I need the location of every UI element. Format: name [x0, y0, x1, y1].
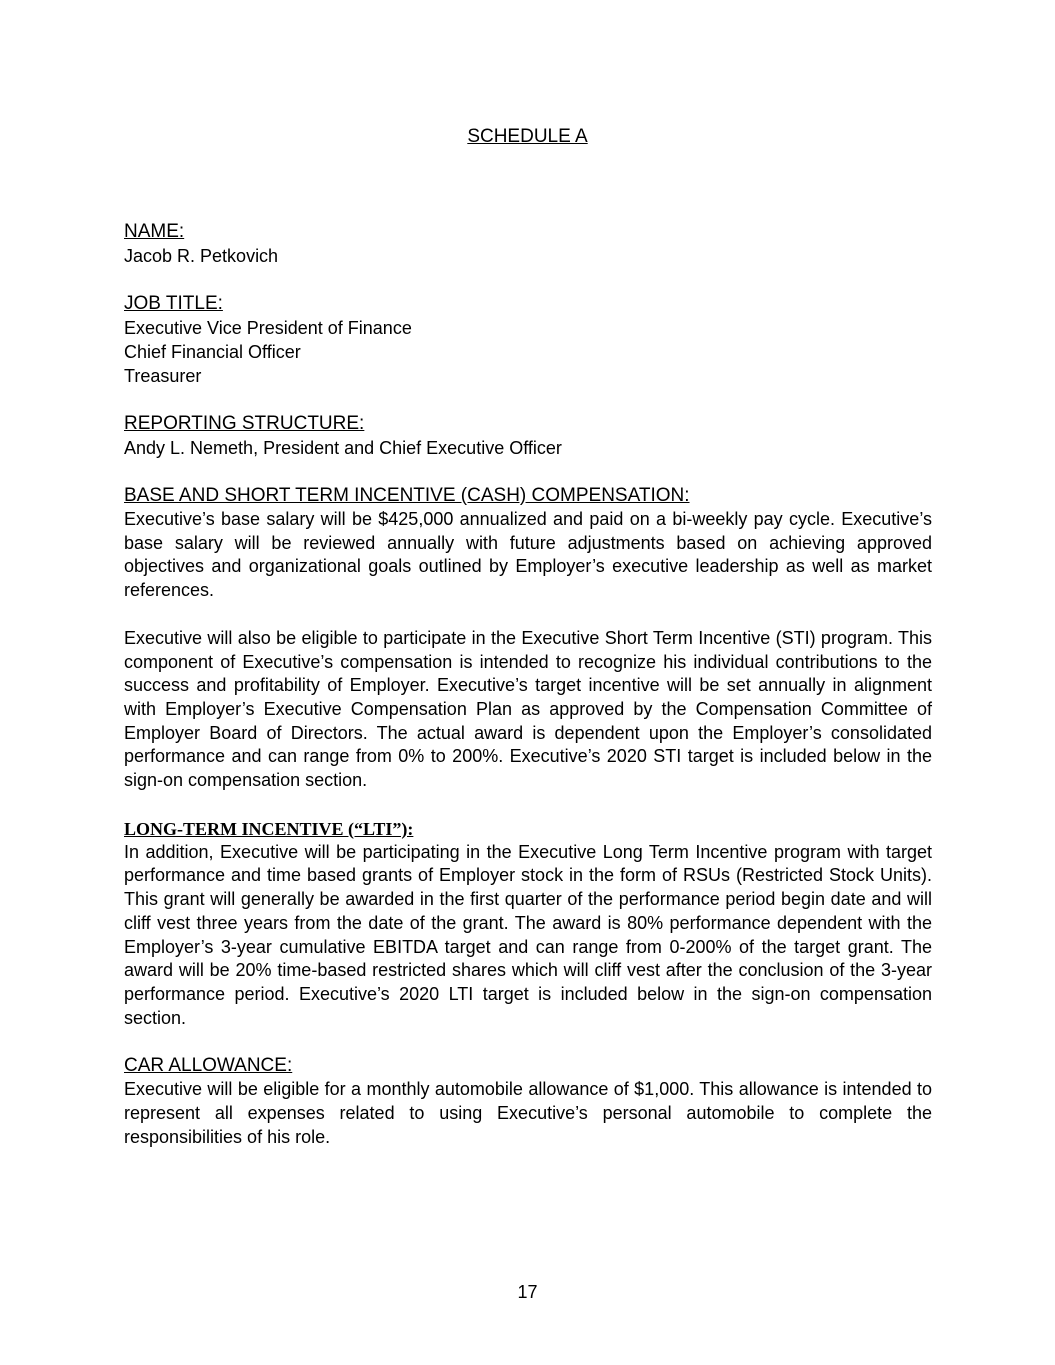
name-value: Jacob R. Petkovich — [124, 246, 279, 266]
spacer — [124, 268, 932, 292]
lti-paragraph: In addition, Executive will be participating in the Executive Long Term Incentive program with target performance and time based grants of Employer stock in the form of RSUs (Restricted Stock Units). This grant will generally be awarded in the first quarter of the performance period begin date and will cliff vest three years from the date of the grant. The award is 80% performance dependent with the Employer’s 3-year cumulative EBITDA target and can range from 0-200% of the target grant. The award will be 20% time-based restricted shares which will cliff vest after the conclusion of the 3-year performance period. Executive’s 2020 LTI target is included below in the sign-on compensation section. — [124, 841, 932, 1028]
spacer — [124, 388, 932, 412]
page-number: 17 — [517, 1282, 538, 1302]
spacer — [124, 793, 932, 817]
spacer — [124, 460, 932, 484]
base-compensation-heading: BASE AND SHORT TERM INCENTIVE (CASH) COMPENSATION: — [124, 485, 690, 506]
lti-section — [124, 817, 932, 1031]
base-salary-paragraph: Executive’s base salary will be $425,000 annualized and paid on a bi-weekly pay cycle. Executive’s base salary will be reviewed annually with future adjustments based on achieving approved objectives and organizational goals outlined by Employer’s executive leadership as well as market references. — [124, 509, 932, 601]
spacer — [124, 603, 932, 627]
job-title-section — [124, 292, 932, 388]
spacer — [124, 1030, 932, 1054]
name-section — [124, 220, 932, 268]
lti-heading: LONG-TERM INCENTIVE (“LTI”): — [124, 818, 414, 839]
reporting-structure-heading: REPORTING STRUCTURE: — [124, 413, 365, 434]
schedule-title: SCHEDULE A — [467, 126, 588, 147]
car-allowance-paragraph: Executive will be eligible for a monthly automobile allowance of $1,000. This allowance is intended to represent all expenses related to using Executive’s personal automobile to complete the responsibilities of his role. — [124, 1079, 932, 1147]
base-compensation-section — [124, 484, 932, 793]
car-allowance-heading: CAR ALLOWANCE: — [124, 1055, 293, 1077]
car-allowance-section — [124, 1054, 932, 1149]
job-title-line: Executive Vice President of Finance — [124, 318, 412, 338]
sti-paragraph: Executive will also be eligible to participate in the Executive Short Term Incentive (STI) program. This component of Executive’s compensation is intended to recognize his individual contributions to the success and profitability of Employer. Executive’s target incentive will be set annually in alignment with Employer’s Executive Compensation Plan as approved by the Compensation Committee of Employer Board of Directors. The actual award is dependent upon the Employer’s consolidated performance and can range from 0% to 200%. Executive’s 2020 STI target is included below in the sign-on compensation section. — [124, 627, 932, 791]
name-heading: NAME: — [124, 221, 185, 242]
reporting-structure-value: Andy L. Nemeth, President and Chief Executive Officer — [124, 438, 562, 458]
document-body — [124, 220, 932, 1149]
reporting-structure-section — [124, 412, 932, 460]
job-title-heading: JOB TITLE: — [124, 293, 223, 314]
job-title-line: Treasurer — [124, 366, 202, 386]
job-title-line: Chief Financial Officer — [124, 342, 301, 362]
